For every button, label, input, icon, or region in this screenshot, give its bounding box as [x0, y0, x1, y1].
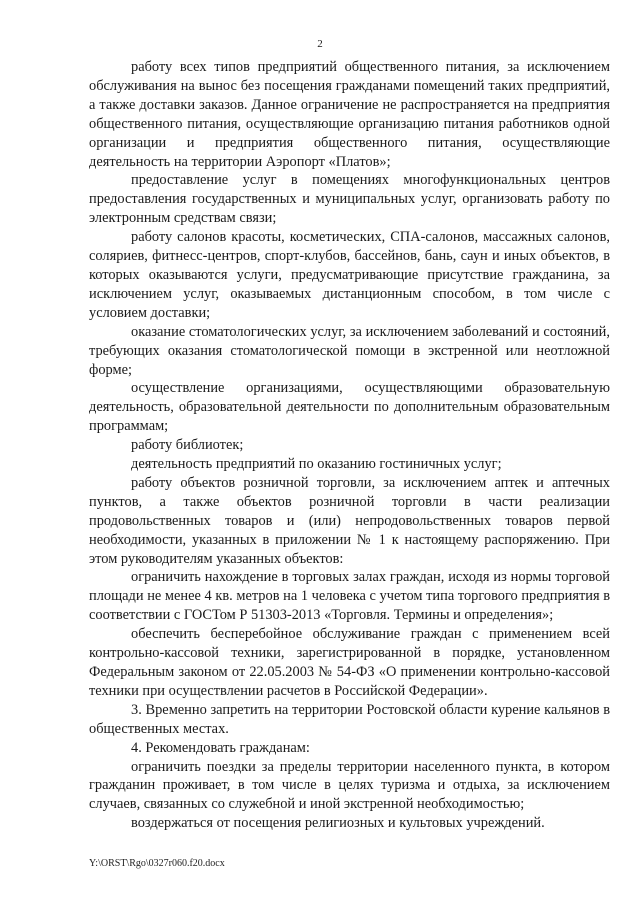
paragraph: работу салонов красоты, косметических, СПА-салонов, массажных салонов, соляриев, фитнесс-центров, спорт-клубов, бассейнов, бань, саун и иных объектов, в которых оказываются услуги, предусматривающие присутствие гражданина, за исключением услуг, оказываемых дистанционным способом, в том числе с условием доставки; — [89, 229, 610, 321]
paragraph: воздержаться от посещения религиозных и культовых учреждений. — [131, 815, 545, 832]
paragraph: 3. Временно запретить на территории Ростовской области курение кальянов в общественных местах. — [89, 701, 610, 737]
paragraph: деятельность предприятий по оказанию гостиничных услуг; — [131, 456, 502, 473]
page-number: 2 — [317, 38, 323, 50]
paragraph: ограничить нахождение в торговых залах граждан, исходя из нормы торговой площади не менее 4 кв. метров на 1 человека с учетом типа торгового предприятия в соответствии с ГОСТом Р 51303-2013 «Торговля. Термины и определения»; — [89, 569, 610, 624]
document-body — [89, 58, 610, 833]
paragraph: ограничить поездки за пределы территории населенного пункта, в котором гражданин проживает, в том числе в целях туризма и отдыха, за исключением случаев, связанных со служебной и иной экстренной необходимостью; — [89, 758, 610, 813]
file-path-footer: Y:\ORST\Rgo\0327r060.f20.docx — [89, 858, 225, 869]
paragraph: осуществление организациями, осуществляющими образовательную деятельность, образовательной деятельности по дополнительным образовательным программам; — [89, 380, 610, 435]
paragraph: предоставление услуг в помещениях многофункциональных центров предоставления государственных и муниципальных услуг, организовать работу по электронным средствам связи; — [89, 172, 610, 227]
paragraph: 4. Рекомендовать гражданам: — [131, 739, 310, 756]
paragraph: оказание стоматологических услуг, за исключением заболеваний и состояний, требующих оказания стоматологической помощи в экстренной или неотложной форме; — [89, 323, 610, 378]
paragraph: работу библиотек; — [131, 437, 244, 454]
paragraph: работу объектов розничной торговли, за исключением аптек и аптечных пунктов, а также объектов розничной торговли в части реализации продовольственных товаров и (или) непродовольственных товаров первой необходимости, указанных в приложении № 1 к настоящему распоряжению. При этом руководителям указанных объектов: — [89, 474, 610, 567]
paragraph: обеспечить бесперебойное обслуживание граждан с применением всей контрольно-кассовой техники, зарегистрированной в порядке, установленном Федеральным законом от 22.05.2003 № 54-ФЗ «О применении контрольно-кассовой техники при осуществлении расчетов в Российской Федерации». — [89, 626, 610, 699]
paragraph: работу всех типов предприятий общественного питания, за исключением обслуживания на вынос без посещения гражданами помещений таких предприятий, а также доставки заказов. Данное ограничение не распространяется на предприятия общественного питания, осуществляющие организацию питания работников одной организации и предприятия общественного питания, осуществляющие деятельность на территории Аэропорт «Платов»; — [89, 59, 610, 170]
